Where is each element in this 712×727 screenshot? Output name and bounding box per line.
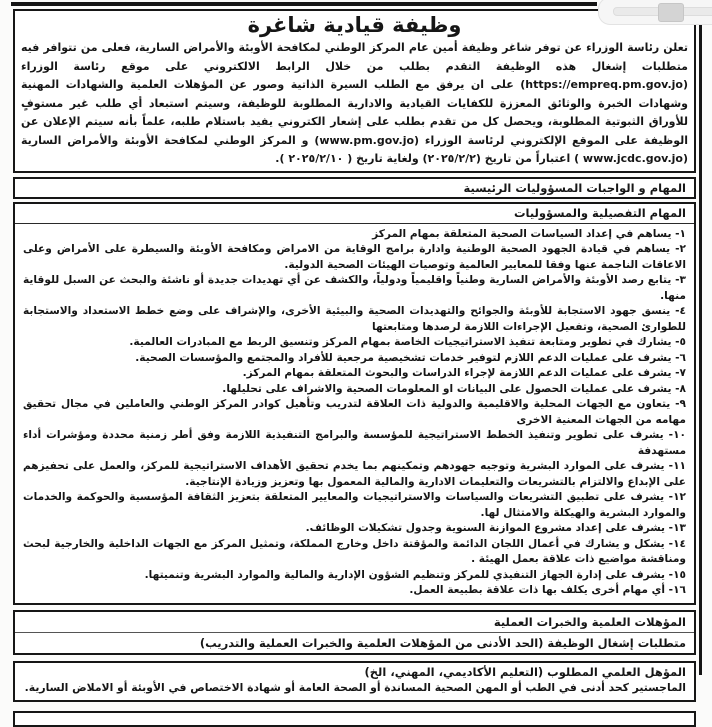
qualifications-header: المؤهلات العلمية والخبرات العملية	[15, 612, 694, 633]
page-title: وظيفة قيادية شاغرة	[247, 13, 462, 37]
task-item: ٦- يشرف على عمليات الدعم اللازم لتوفير خدمات تشخيصية مرجعية للأفراد والمجتمع والمؤسسات الصحية.	[135, 351, 686, 364]
task-item: ٨- يشرف على عمليات الحصول على البيانات او المعلومات الصحية والاشراف على تحليلها.	[222, 382, 686, 395]
task-item: ١٤- يشكل و يشارك في أعمال اللجان الدائمة والمؤقتة داخل وخارج المملكة، وتمثيل المركز مع الجهات الداخلية والخارجية لبحث ومناقشة مواضيع ذات علاقة بعمل الهيئة .	[23, 537, 686, 565]
task-item: ١٢- يشرف على تطبيق التشريعات والسياسات والاستراتيجيات والمعايير المتعلقة بتعزيز الثقافة المؤسسية والحوكمة والخدمات والموارد البشرية والهيكلة والامتثال لها.	[23, 491, 686, 519]
page-right-edge	[699, 14, 702, 675]
page-top-edge	[11, 2, 597, 6]
task-item: ٩- يتعاون مع الجهات المحلية والاقليمية والدولية ذات العلاقة لتدريب وتأهيل كوادر المركز الوطني والعاملين في مجال تحقيق مهامه من الجهات المعنية الاخرى	[23, 398, 686, 426]
qualifications-section	[13, 610, 696, 655]
viewer-zoom-control	[598, 0, 712, 25]
academic-qualification-section	[13, 661, 696, 702]
task-item: ٣- يتابع رصد الأوبئة والأمراض السارية وطنياً واقليمياً ودولياً، والكشف عن أي تهديدات جديدة أو ناشئة والبحث عن السبل للوقاية منها.	[23, 274, 686, 302]
task-item: ١١- يشرف على الموارد البشرية وتوجيه جهودهم وتمكينهم بما يخدم تحقيق الأهداف الاستراتيجية للمركز، والعمل على تحفيزهم على الإبداع والالتزام بالتشريعات والتعليمات الادارية والمالية المعمول بها وتعزيز وزيادة الإنتاجية.	[23, 460, 686, 488]
task-item: ١٣- يشرف على إعداد مشروع الموازنة السنوية وجدول تشكيلات الوظائف.	[305, 522, 686, 534]
task-item: ٥- يشارك في تطوير ومتابعة تنفيذ الاستراتيجيات الخاصة بمهام المركز وتنسيق الربط مع المبادرات العالمية.	[129, 336, 686, 348]
next-section-partial	[13, 711, 696, 727]
task-item: ٤- ينسق جهود الاستجابة للأوبئة والجوائح والتهديدات الصحية والبيئية الأخرى، والإشراف على وضع خطط الاستعداد والاستجابة للطوارئ الصحية، وتفعيل الإجراءات اللازمة لرصدها ومتابعتها	[23, 305, 686, 333]
zoom-slider-thumb-icon[interactable]	[658, 3, 684, 22]
task-item: ١٦- أي مهام أخرى يكلف بها ذات علاقة بطبيعة العمل.	[409, 584, 686, 596]
task-item: ٢- يساهم في قيادة الجهود الصحية الوطنية وادارة برامج الوقاية من الامراض ومكافحة الأوبئة والسيطرة على الأمراض وعلى الاعاقات الناجمة عنها وفقا للمعايير العالمية وتوصيات الهيئات الصحية الدولية.	[23, 243, 686, 271]
task-item: ١٠- يشرف على تطوير وتنفيذ الخطط الاستراتيجية للمؤسسة والبرامج التنفيذية اللازمة وفق أطر زمنية محددة ومؤشرات أداء مستهدفة	[23, 429, 686, 457]
detailed-tasks-header: المهام التفصيلية والمسؤوليات	[15, 204, 694, 224]
intro-section	[13, 9, 696, 173]
tasks-list	[15, 224, 694, 603]
task-item: ١- يساهم في إعداد السياسات الصحية المتعلقة بمهام المركز	[372, 227, 686, 240]
academic-qualification-detail: الماجستير كحد أدنى في الطب أو المهن الصحية المساندة أو الصحة العامة أو شهادة الاختصاص في الأوبئة أو الاملاض السارية.	[24, 680, 686, 694]
intro-paragraph: تعلن رئاسة الوزراء عن توفر شاغر وظيفة أمين عام المركز الوطني لمكافحة الأوبئة والأمراض السارية، فعلى من تتوافر فيه متطلبات إشغال هذه الوظيفة التقدم بطلب من خلال الرابط الالكتروني على موقع رئاسة الوزراء (https://empreq.pm.gov.jo) على ان يرفق مع الطلب السيرة الذاتية وصور عن المؤهلات العلمية والشهادات المهنية وشهادات الخبرة والوثائق المعززة للكفايات القيادية والادارية المطلوبة للوظيفة، وسيتم استبعاد أي طلب غير مستوفٍ للأوراق الثبوتية المطلوبة، ويحصل كل من تقدم بطلب على إشعار الكتروني يفيد باستلام طلبه، علماً بأنه سيتم الإعلان عن الوظيفة على الموقع الإلكتروني لرئاسة الوزراء (www.pm.gov.jo) و المركز الوطني لمكافحة الأوبئة والأمراض السارية (www.jcdc.gov.jo ) اعتباراً من تاريخ (٢٠٢٥/٢/٢) ولغاية تاريخ ( ٢٠٢٥/٢/١٠ ).	[21, 41, 689, 165]
zoom-slider[interactable]	[613, 7, 712, 16]
main-duties-header-bar	[13, 177, 696, 199]
job-announcement-document	[13, 9, 696, 727]
requirements-line: متطلبات إشغال الوظيفة (الحد الأدنى من المؤهلات العلمية والخبرات العملية والتدريب)	[199, 635, 686, 650]
academic-qualification-title: المؤهل العلمي المطلوب (التعليم الأكاديمي، المهني، الخ)	[364, 664, 686, 679]
task-item: ١٥- يشرف على إدارة الجهاز التنفيذي للمركز وتنظيم الشؤون الإدارية والمالية والموارد البشرية وتنميتها.	[144, 568, 686, 581]
detailed-tasks-section	[13, 202, 696, 605]
main-duties-header-label: المهام و الواجبات المسؤوليات الرئيسية	[463, 180, 686, 195]
task-item: ٧- يشرف على عمليات الدعم اللازمة لإجراء الدراسات والبحوث المتعلقة بمهام المركز.	[242, 367, 686, 379]
